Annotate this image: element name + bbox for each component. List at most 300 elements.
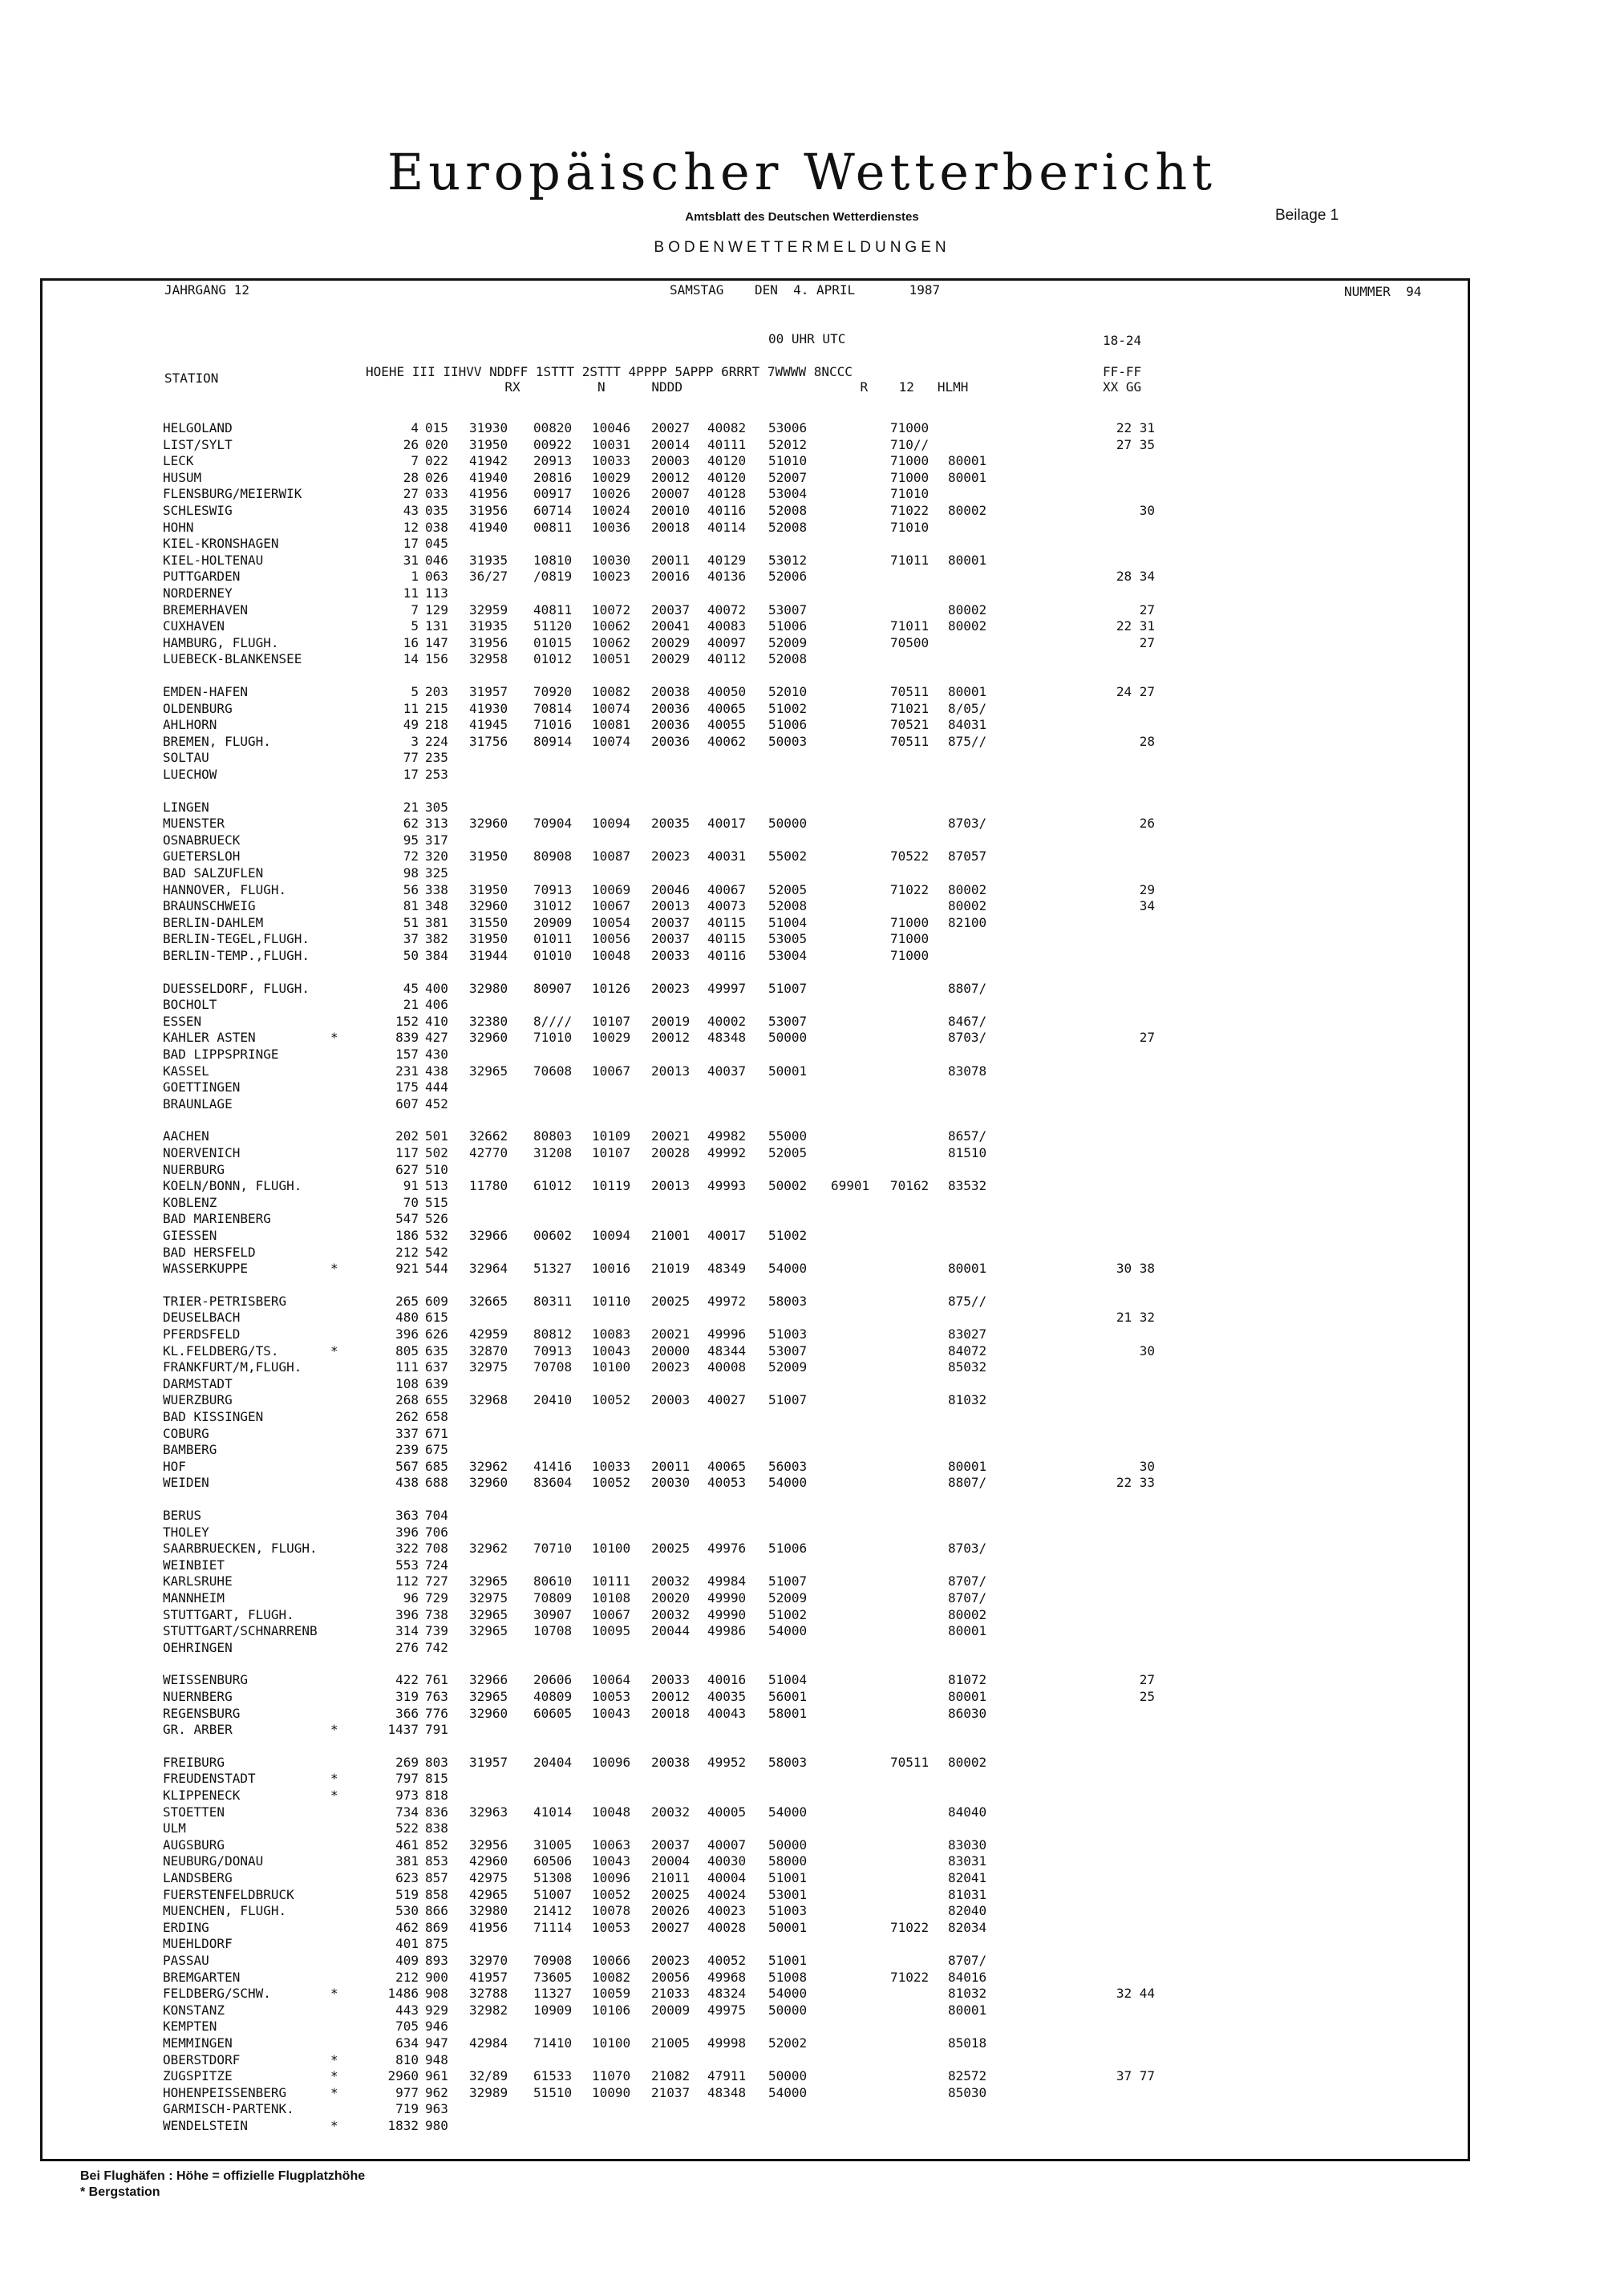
station-number: 866 [425,1903,448,1919]
code-group: 82100 [948,914,987,930]
code-group: 50002 [768,1178,808,1194]
code-group: 10072 [592,601,631,618]
gust-value: 30 [1139,1458,1155,1474]
station-height: 186 [395,1228,419,1243]
code-group: 20044 [651,1623,691,1639]
station-height: 45 [403,980,419,996]
code-group: 36/27 [469,569,508,585]
code-group: 20038 [651,684,691,699]
code-group: 31935 [469,552,508,568]
station-name: WEIDEN [163,1475,209,1491]
table-row [0,816,1604,832]
station-name: OEHRINGEN [163,1639,233,1655]
code-group: 81031 [948,1886,987,1902]
code-group: 10048 [592,948,631,963]
table-row [0,651,1604,667]
table-row [0,931,1604,947]
code-group: 31944 [469,948,508,963]
code-group: 87057 [948,848,987,865]
station-name: BERLIN-TEMP.,FLUGH. [163,948,310,963]
code-group: 10100 [592,1541,631,1557]
station-number: 544 [425,1261,448,1277]
code-group: 51004 [768,914,808,930]
station-name: LIST/SYLT [163,436,233,452]
code-group: 20009 [651,2002,691,2018]
station-height: 265 [395,1293,419,1309]
code-group: 20020 [651,1590,691,1606]
code-group: 10106 [592,2002,631,2018]
station-number: 980 [425,2118,448,2133]
code-group: 40128 [707,486,747,502]
station-name: NORDERNEY [163,585,233,601]
code-group: 10096 [592,1870,631,1885]
station-number: 510 [425,1161,448,1177]
code-group: 8707/ [948,1590,987,1606]
station-number: 818 [425,1788,448,1803]
mountain-station-marker: * [330,1771,338,1787]
code-group: 50003 [768,733,808,749]
code-group: 40809 [533,1689,573,1704]
time-label: 00 UHR UTC [768,331,846,346]
code-group: 40053 [707,1475,747,1491]
station-name: KOBLENZ [163,1194,217,1210]
station-height: 366 [395,1705,419,1721]
code-group: 32959 [469,601,508,618]
code-group: 40017 [707,816,747,832]
code-group: 52009 [768,1359,808,1375]
station-number: 893 [425,1953,448,1968]
code-group: 50000 [768,816,808,832]
code-group: 51007 [768,980,808,996]
code-group: 71022 [890,1969,930,1985]
code-group: 40129 [707,552,747,568]
gust-value: 30 38 [1116,1261,1155,1277]
station-name: HOF [163,1458,186,1474]
code-group: 61012 [533,1178,573,1194]
station-height: 231 [395,1063,419,1079]
station-number: 963 [425,2101,448,2117]
code-group: 81072 [948,1672,987,1688]
code-group: 40017 [707,1228,747,1243]
code-group: 10051 [592,651,631,667]
code-group: 53007 [768,601,808,618]
code-group: 53004 [768,486,808,502]
footnote-airports: Bei Flughäfen : Höhe = offizielle Flugplatzhöhe [80,2169,366,2183]
table-row [0,684,1604,700]
station-height: 70 [403,1194,419,1210]
code-group: 20019 [651,1013,691,1029]
mountain-station-marker: * [330,1788,338,1803]
station-name: NEUBURG/DONAU [163,1853,264,1869]
station-height: 17 [403,767,419,782]
station-number: 704 [425,1508,448,1523]
code-group: 31957 [469,1754,508,1770]
code-group: 20023 [651,848,691,865]
code-group: 40067 [707,881,747,897]
station-number: 836 [425,1804,448,1820]
code-group: 80908 [533,848,573,865]
gust-value: 37 77 [1116,2068,1155,2084]
code-group: 20035 [651,816,691,832]
code-group: 60605 [533,1705,573,1721]
station-height: 91 [403,1178,419,1194]
code-group: 10096 [592,1754,631,1770]
code-group: 54000 [768,1986,808,2002]
code-group: 49972 [707,1293,747,1309]
station-height: 56 [403,881,419,897]
station-name: PFERDSFELD [163,1326,241,1342]
code-group: 00602 [533,1228,573,1243]
table-row [0,1261,1604,1277]
code-group: 40136 [707,569,747,585]
code-group: 51002 [768,700,808,716]
code-group: 86030 [948,1705,987,1721]
code-group: 42959 [469,1326,508,1342]
code-group: 54000 [768,1261,808,1277]
code-group: 56003 [768,1458,808,1474]
code-group: 10043 [592,1853,631,1869]
code-group: 20816 [533,469,573,485]
station-height: 157 [395,1047,419,1062]
station-name: BOCHOLT [163,997,217,1013]
code-group: 20016 [651,569,691,585]
station-height: 396 [395,1606,419,1622]
code-group: 710// [890,436,930,452]
code-group: 32870 [469,1342,508,1359]
code-group: 20033 [651,948,691,963]
station-number: 253 [425,767,448,782]
code-group: 51510 [533,2084,573,2100]
code-group: 83031 [948,1853,987,1869]
station-name: AACHEN [163,1128,209,1144]
code-group: 40120 [707,469,747,485]
code-group: 70608 [533,1063,573,1079]
code-group: 71000 [890,914,930,930]
code-group: 70500 [890,634,930,650]
code-group: 20023 [651,980,691,996]
code-group: 10108 [592,1590,631,1606]
column-codes-header: HOEHE III IIHVV NDDFF 1STTT 2STTT 4PPPP 5APPP 6RRRT 7WWWW 8NCCC [366,364,853,379]
station-number: 338 [425,881,448,897]
code-group: 10066 [592,1953,631,1968]
code-group: 71000 [890,453,930,469]
code-group: 32982 [469,2002,508,2018]
station-number: 791 [425,1722,448,1738]
code-group: 20023 [651,1359,691,1375]
code-group: 81032 [948,1986,987,2002]
mountain-station-marker: * [330,1342,338,1359]
code-group: 84016 [948,1969,987,1985]
code-group: 10909 [533,2002,573,2018]
station-height: 322 [395,1541,419,1557]
code-group: 80002 [948,881,987,897]
station-name: HUSUM [163,469,202,485]
station-height: 381 [395,1853,419,1869]
table-row [0,865,1604,881]
code-group: 42975 [469,1870,508,1885]
code-group: 71000 [890,931,930,947]
code-group: 10111 [592,1573,631,1589]
station-number: 203 [425,684,448,699]
table-row [0,1970,1604,1986]
code-group: 49993 [707,1178,747,1194]
code-group: 40031 [707,848,747,865]
code-group: 48348 [707,2084,747,2100]
station-name: BRAUNSCHWEIG [163,898,256,914]
station-name: ZUGSPITZE [163,2068,233,2084]
table-row [0,1804,1604,1820]
code-group: 70521 [890,717,930,733]
code-group: 82572 [948,2068,987,2084]
table-row [0,1870,1604,1886]
gust-value: 28 [1139,733,1155,749]
code-group: 20909 [533,914,573,930]
table-row [0,1672,1604,1688]
code-group: 70904 [533,816,573,832]
code-group: 83027 [948,1326,987,1342]
code-group: 52005 [768,881,808,897]
code-group: 20037 [651,1836,691,1853]
code-group: 51003 [768,1326,808,1342]
station-height: 805 [395,1342,419,1359]
code-group: 10067 [592,898,631,914]
code-group: 32966 [469,1228,508,1243]
code-group: 32962 [469,1541,508,1557]
code-group: 70913 [533,881,573,897]
code-group: 40065 [707,700,747,716]
table-row [0,602,1604,618]
column-codes-subheader: RX N NDDD R 12 HLMH [366,379,969,395]
code-group: 20027 [651,1919,691,1935]
station-name: OBERSTDORF [163,2051,241,2067]
code-group: 51006 [768,1541,808,1557]
code-group: 49992 [707,1145,747,1160]
code-group: 32980 [469,1903,508,1919]
station-number: 410 [425,1013,448,1029]
code-group: 83078 [948,1063,987,1079]
station-height: 51 [403,914,419,930]
code-group: 70511 [890,684,930,699]
station-name: GARMISCH-PARTENK. [163,2101,294,2117]
code-group: 41957 [469,1969,508,1985]
station-height: 719 [395,2101,419,2117]
mountain-station-marker: * [330,1722,338,1738]
code-group: 11070 [592,2068,631,2084]
code-group: 20013 [651,1178,691,1194]
code-group: 20014 [651,436,691,452]
table-row [0,915,1604,931]
code-group: 53004 [768,948,808,963]
code-group: 40114 [707,519,747,535]
code-group: 20025 [651,1886,691,1902]
table-row [0,1722,1604,1738]
table-row [0,1508,1604,1524]
code-group: 40116 [707,503,747,518]
station-height: 461 [395,1836,419,1853]
table-row [0,1211,1604,1227]
code-group: 81510 [948,1145,987,1160]
code-group: 8703/ [948,816,987,832]
code-group: 32960 [469,1030,508,1046]
code-group: 00922 [533,436,573,452]
station-name: AHLHORN [163,717,217,733]
code-group: 51007 [533,1886,573,1902]
station-name: COBURG [163,1425,209,1441]
code-group: 21412 [533,1903,573,1919]
code-group: 53012 [768,552,808,568]
station-number: 033 [425,486,448,502]
gust-value: 22 33 [1116,1475,1155,1491]
station-name: FREIBURG [163,1754,225,1770]
station-name: NOERVENICH [163,1145,241,1160]
table-row [0,635,1604,651]
code-group: 82040 [948,1903,987,1919]
code-group: 10059 [592,1986,631,2002]
code-group: 10087 [592,848,631,865]
station-height: 7 [411,601,419,618]
code-group: 20410 [533,1392,573,1408]
station-number: 900 [425,1969,448,1985]
station-number: 776 [425,1705,448,1721]
station-number: 857 [425,1870,448,1885]
table-row [0,2118,1604,2134]
nummer-label: NUMMER 94 [1344,284,1422,299]
station-height: 5 [411,684,419,699]
code-group: 20021 [651,1128,691,1144]
code-group: 10033 [592,453,631,469]
station-height: 175 [395,1079,419,1095]
mountain-station-marker: * [330,1986,338,2002]
table-row [0,1788,1604,1804]
code-group: 71000 [890,420,930,435]
code-group: 41942 [469,453,508,469]
station-name: KIEL-KRONSHAGEN [163,536,279,552]
code-group: 10029 [592,469,631,485]
code-group: 20013 [651,898,691,914]
table-row [0,1343,1604,1359]
table-row [0,1475,1604,1491]
station-name: KOELN/BONN, FLUGH. [163,1178,302,1194]
code-group: 80907 [533,980,573,996]
station-height: 98 [403,865,419,881]
code-group: 40082 [707,420,747,435]
column-ff-header: FF-FF [1103,364,1142,379]
code-group: 10046 [592,420,631,435]
station-number: 858 [425,1886,448,1902]
code-group: 48348 [707,1030,747,1046]
table-row [0,1706,1604,1722]
code-group: 31950 [469,848,508,865]
code-group: 40073 [707,898,747,914]
code-group: 10033 [592,1458,631,1474]
station-name: KLIPPENECK [163,1788,241,1803]
station-height: 623 [395,1870,419,1885]
code-group: 55000 [768,1128,808,1144]
code-group: 10036 [592,519,631,535]
station-height: 607 [395,1095,419,1112]
code-group: 32989 [469,2084,508,2100]
code-group: 70708 [533,1359,573,1375]
code-group: 81032 [948,1392,987,1408]
table-row [0,618,1604,634]
table-row [0,420,1604,436]
code-group: 80803 [533,1128,573,1144]
table-row [0,750,1604,766]
table-row [0,1459,1604,1475]
code-group: 10043 [592,1705,631,1721]
code-group: 10090 [592,2084,631,2100]
code-group: /0819 [533,569,573,585]
code-group: 10054 [592,914,631,930]
code-group: 32380 [469,1013,508,1029]
code-group: 80002 [948,601,987,618]
station-number: 838 [425,1820,448,1836]
code-group: 10074 [592,733,631,749]
table-row [0,1359,1604,1375]
station-number: 224 [425,733,448,749]
table-row [0,1195,1604,1211]
code-group: 8//// [533,1013,573,1029]
code-group: 71011 [890,618,930,634]
station-name: BAD SALZUFLEN [163,865,264,881]
code-group: 21037 [651,2084,691,2100]
station-height: 363 [395,1508,419,1523]
station-height: 269 [395,1754,419,1770]
code-group: 52008 [768,898,808,914]
gust-value: 25 [1139,1689,1155,1704]
table-row [0,2085,1604,2101]
code-group: 40008 [707,1359,747,1375]
table-row [0,1640,1604,1656]
code-group: 40055 [707,717,747,733]
code-group: 71010 [533,1030,573,1046]
table-row [0,1820,1604,1836]
station-name: HOHENPEISSENBERG [163,2084,287,2100]
code-group: 20033 [651,1672,691,1688]
code-group: 20003 [651,1392,691,1408]
table-row [0,997,1604,1013]
station-height: 212 [395,1969,419,1985]
code-group: 32958 [469,651,508,667]
table-row [0,1887,1604,1903]
code-group: 83532 [948,1178,987,1194]
station-name: KL.FELDBERG/TS. [163,1342,279,1359]
station-number: 626 [425,1326,448,1342]
code-group: 10082 [592,1969,631,1985]
code-group: 49976 [707,1541,747,1557]
station-number: 542 [425,1244,448,1260]
gust-value: 22 31 [1116,420,1155,435]
code-group: 52012 [768,436,808,452]
station-number: 320 [425,848,448,865]
code-group: 40112 [707,651,747,667]
station-number: 526 [425,1211,448,1227]
table-row [0,1162,1604,1178]
gust-value: 30 [1139,1342,1155,1359]
station-name: REGENSBURG [163,1705,241,1721]
station-height: 480 [395,1310,419,1326]
station-name: MUENCHEN, FLUGH. [163,1903,287,1919]
code-group: 20036 [651,700,691,716]
station-number: 045 [425,536,448,552]
code-group: 40004 [707,1870,747,1885]
station-height: 797 [395,1771,419,1787]
station-number: 438 [425,1063,448,1079]
code-group: 30907 [533,1606,573,1622]
station-name: KIEL-HOLTENAU [163,552,264,568]
code-group: 71000 [890,469,930,485]
station-height: 438 [395,1475,419,1491]
